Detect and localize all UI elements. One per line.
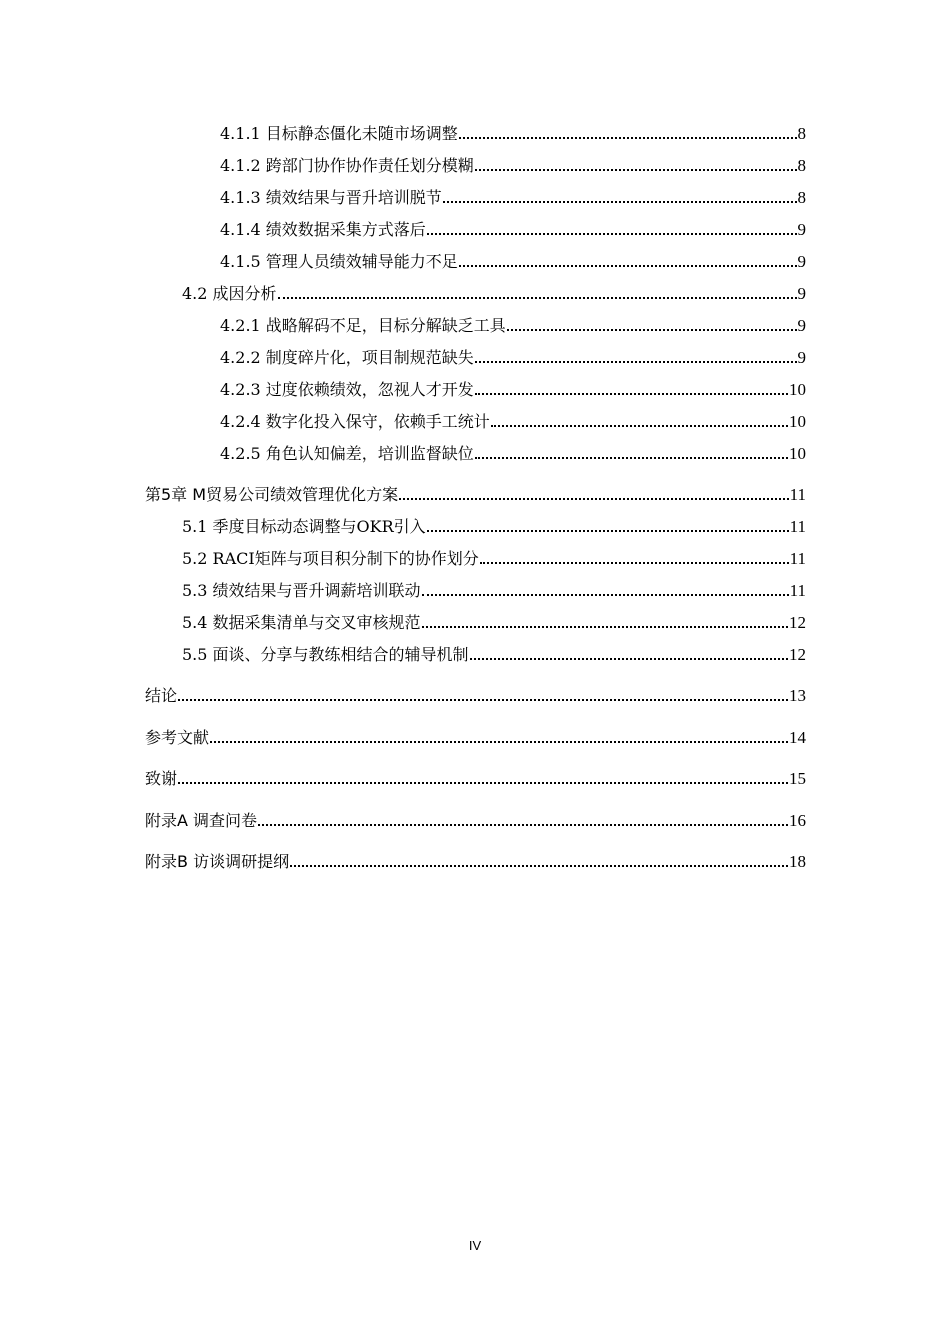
toc-entry-title: 结论 [145,686,178,705]
toc-entry-page: 8 [797,188,806,207]
toc-entry-title: 4.1.1 目标静态僵化未随市场调整 [220,124,458,143]
toc-entry-chapter[interactable] [145,724,806,748]
dot-leader [290,865,788,867]
toc-entry[interactable] [182,513,806,537]
toc-entry-title: 5.5 面谈、分享与教练相结合的辅导机制 [182,645,469,664]
toc-entry[interactable] [182,545,806,569]
dot-leader [278,297,797,299]
toc-entry[interactable] [220,216,806,240]
toc-entry-title: 5.2 RACI矩阵与项目积分制下的协作划分 [182,549,479,568]
toc-entry-title: 第5章 M贸易公司绩效管理优化方案 [145,485,399,504]
toc-entry-page: 15 [789,769,806,788]
dot-leader [427,233,797,235]
toc-entry-title: 致谢 [145,769,178,788]
dot-leader [475,393,788,395]
dot-leader [210,741,788,743]
toc-entry[interactable] [220,120,806,144]
toc-entry-page: 10 [789,412,806,431]
toc-entry[interactable] [182,641,806,665]
toc-entry-page: 18 [789,852,806,871]
toc-entry[interactable] [182,577,806,601]
dot-leader [470,658,788,660]
toc-entry-page: 11 [789,517,806,536]
toc-entry-page: 12 [789,613,806,632]
toc-entry[interactable] [220,376,806,400]
toc-entry-page: 10 [789,380,806,399]
toc-entry-page: 11 [789,549,806,568]
toc-entry[interactable] [220,440,806,464]
dot-leader [459,137,797,139]
toc-entry-page: 16 [789,811,806,830]
toc-entry-title: 5.1 季度目标动态调整与OKR引入 [182,517,426,536]
toc-entry-page: 14 [789,728,806,747]
toc-entry-page: 10 [789,444,806,463]
dot-leader [459,265,797,267]
toc-entry-title: 5.4 数据采集清单与交叉审核规范 [182,613,421,632]
dot-leader [422,594,789,596]
dot-leader [443,201,797,203]
toc-entry-title: 5.3 绩效结果与晋升调薪培训联动 [182,581,421,600]
toc-entry-title: 4.2.2 制度碎片化，项目制规范缺失 [220,348,474,367]
toc-entry-chapter[interactable] [145,807,806,831]
toc-entry-page: 9 [797,348,806,367]
toc-entry-page: 9 [797,220,806,239]
toc-entry-title: 4.2.1 战略解码不足，目标分解缺乏工具 [220,316,506,335]
page-footer-number: IV [468,1238,482,1253]
dot-leader [178,782,788,784]
dot-leader [422,626,788,628]
dot-leader [399,498,789,500]
toc-entry-chapter[interactable] [145,481,806,505]
toc-entry-title: 参考文献 [145,728,210,747]
dot-leader [480,562,789,564]
toc-entry[interactable] [182,609,806,633]
toc-entry-page: 8 [797,156,806,175]
toc-entry-page: 11 [789,485,806,504]
dot-leader [258,824,788,826]
toc-entry[interactable] [220,312,806,336]
dot-leader [475,457,788,459]
toc-entry-page: 13 [789,686,806,705]
toc-entry[interactable] [220,344,806,368]
toc-entry-page: 9 [797,316,806,335]
toc-entry-page: 9 [797,252,806,271]
toc-entry-page: 8 [797,124,806,143]
toc-entry-title: 附录A 调查问卷 [145,811,258,830]
toc-entry-title: 4.2.5 角色认知偏差，培训监督缺位 [220,444,474,463]
toc-entry[interactable] [220,152,806,176]
toc-entry[interactable] [182,280,806,304]
toc-entry-title: 4.1.2 跨部门协作协作责任划分模糊 [220,156,474,175]
toc-entry-chapter[interactable] [145,848,806,872]
toc-entry-page: 12 [789,645,806,664]
toc-entry-title: 4.1.4 绩效数据采集方式落后 [220,220,426,239]
toc-entry-title: 4.2 成因分析 [182,284,277,303]
dot-leader [427,530,789,532]
dot-leader [475,361,797,363]
toc-entry-chapter[interactable] [145,765,806,789]
toc-entry-title: 4.1.3 绩效结果与晋升培训脱节 [220,188,442,207]
toc-entry-page: 11 [789,581,806,600]
toc-entry-title: 4.2.4 数字化投入保守，依赖手工统计 [220,412,490,431]
toc-entry-page: 9 [797,284,806,303]
toc-entry[interactable] [220,408,806,432]
toc-entry-chapter[interactable] [145,682,806,706]
dot-leader [491,425,788,427]
toc-entry-title: 附录B 访谈调研提纲 [145,852,290,871]
toc-entry[interactable] [220,184,806,208]
dot-leader [475,169,797,171]
toc-entry-title: 4.2.3 过度依赖绩效，忽视人才开发 [220,380,474,399]
dot-leader [178,699,788,701]
toc-entry-title: 4.1.5 管理人员绩效辅导能力不足 [220,252,458,271]
toc-entry[interactable] [220,248,806,272]
dot-leader [507,329,797,331]
